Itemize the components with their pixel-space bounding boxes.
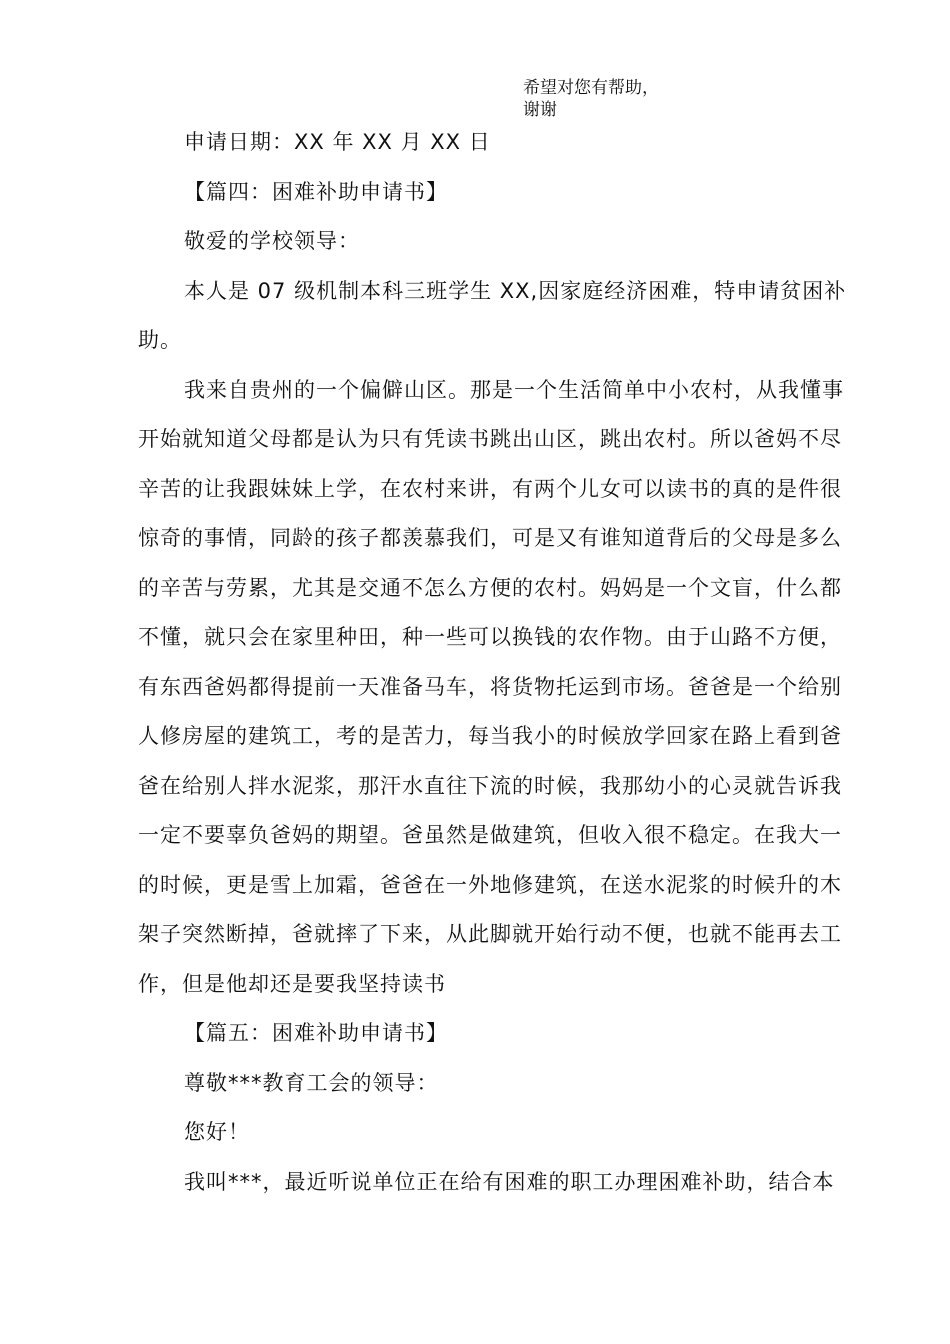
section-four-intro-line: 助。 bbox=[138, 328, 182, 352]
section-five-title: 【篇五：困难补助申请书】 bbox=[184, 1021, 448, 1045]
section-five-greeting: 您好！ bbox=[184, 1120, 250, 1144]
document-body bbox=[138, 118, 847, 1207]
section-four-body-line: 有东西爸妈都得提前一天准备马车，将货物托运到市场。爸爸是一个给别 bbox=[138, 674, 842, 699]
closing-note-line-2: 谢谢 bbox=[523, 100, 557, 120]
section-four-body-line: 辛苦的让我跟妹妹上学，在农村来讲，有两个儿女可以读书的真的是件很 bbox=[138, 476, 842, 501]
section-four-body-line: 我来自贵州的一个偏僻山区。那是一个生活简单中小农村，从我懂事 bbox=[184, 377, 844, 402]
section-four-intro-line: 本人是 07 级机制本科三班学生 XX,因家庭经济困难，特申请贫困补 bbox=[184, 278, 847, 303]
section-four-body-line: 人修房屋的建筑工，考的是苦力，每当我小的时候放学回家在路上看到爸 bbox=[138, 724, 842, 748]
section-four-body-line: 爸在给别人拌水泥浆，那汗水直往下流的时候，我那幼小的心灵就告诉我 bbox=[138, 773, 842, 798]
section-four-body-line: 一定不要辜负爸妈的期望。爸虽然是做建筑，但收入很不稳定。在我大一 bbox=[138, 823, 842, 847]
section-four-title: 【篇四：困难补助申请书】 bbox=[184, 179, 448, 204]
application-date: 申请日期：XX 年 XX 月 XX 日 bbox=[184, 130, 491, 154]
section-four-body-line: 开始就知道父母都是认为只有凭读书跳出山区，跳出农村。所以爸妈不尽 bbox=[138, 427, 842, 451]
section-four-body-line: 作，但是他却还是要我坚持读书 bbox=[138, 971, 446, 996]
section-four-body-line: 惊奇的事情，同龄的孩子都羡慕我们，可是又有谁知道背后的父母是多么 bbox=[138, 526, 842, 550]
closing-note-line-1: 希望对您有帮助， bbox=[523, 78, 659, 98]
section-four-body-line: 架子突然断掉，爸就摔了下来，从此脚就开始行动不便，也就不能再去工 bbox=[138, 922, 842, 946]
closing-note bbox=[523, 77, 659, 121]
section-four-body-line: 不懂，就只会在家里种田，种一些可以换钱的农作物。由于山路不方便， bbox=[138, 625, 842, 649]
section-four-body-line: 的时候，更是雪上加霜，爸爸在一外地修建筑，在送水泥浆的时候升的木 bbox=[138, 872, 842, 897]
section-four-body-line: 的辛苦与劳累，尤其是交通不怎么方便的农村。妈妈是一个文盲，什么都 bbox=[138, 575, 842, 600]
section-five-body-line: 我叫***，最近听说单位正在给有困难的职工办理困难补助，结合本 bbox=[184, 1169, 835, 1194]
section-four-salutation: 敬爱的学校领导： bbox=[184, 229, 360, 253]
section-five-salutation: 尊敬***教育工会的领导： bbox=[184, 1070, 439, 1095]
